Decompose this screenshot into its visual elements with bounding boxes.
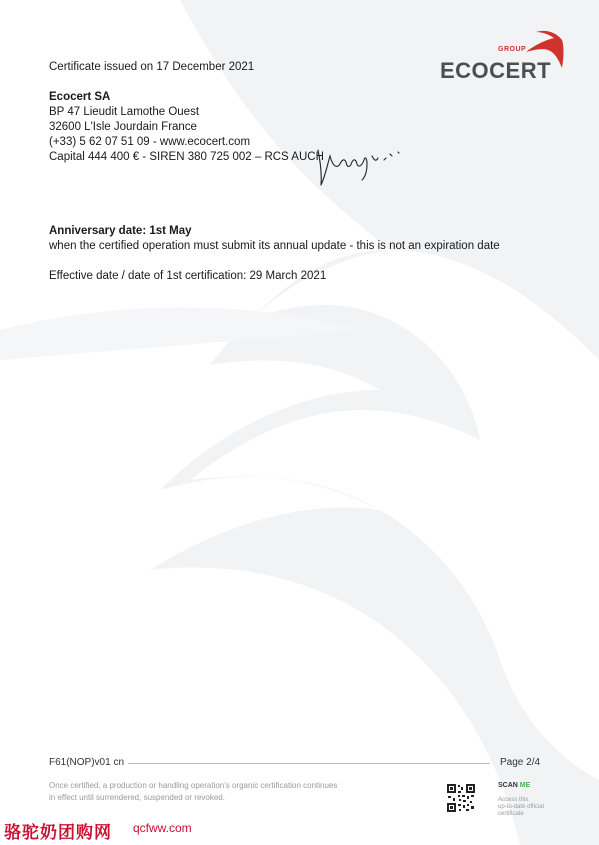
issued-date: Certificate issued on 17 December 2021 [49,61,255,73]
logo-name-text: ECOCERT [440,58,552,83]
scan-me-label [498,782,530,789]
ecocert-logo [440,30,565,82]
company-address-line2: 32600 L'Isle Jourdain France [49,121,197,133]
site-watermark [0,813,220,845]
footer-note-line2: in effect until surrendered, suspended or revoked. [49,793,225,802]
scan-note-line3: certificate [498,811,524,817]
effective-date: Effective date / date of 1st certification: 29 March 2021 [49,270,327,282]
company-contact: (+33) 5 62 07 51 09 - www.ecocert.com [49,136,251,148]
form-code: F61(NOP)v01 cn [49,757,125,768]
scan-note-line1: Access this [498,797,529,803]
footer-note-line1: Once certified, a production or handling operation's organic certification continues [49,781,338,790]
swallow-shape [150,0,599,845]
swallow-logo-icon [524,30,566,70]
logo-group-text: GROUP [498,46,527,53]
footer-divider [128,763,490,764]
scan-note [498,797,558,818]
signature-graphic [312,140,402,190]
company-name: Ecocert SA [49,91,111,103]
footer-note [49,780,369,804]
page-number: Page 2/4 [500,757,541,768]
qr-code-icon[interactable] [446,783,476,813]
anniversary-note: when the certified operation must submit its annual update - this is not an expiration date [49,240,500,252]
scan-me-text: ME [519,782,531,789]
scan-text: SCAN [498,782,518,789]
watermark-cn-text: 骆驼奶团购网 [4,823,112,842]
anniversary-title: Anniversary date: 1st May [49,225,192,237]
company-address-line1: BP 47 Lieudit Lamothe Ouest [49,106,200,118]
company-capital: Capital 444 400 € - SIREN 380 725 002 – RCS AUCH [49,151,324,163]
scan-note-line2: up-to-date official [498,804,544,810]
watermark-url: qcfww.com [133,821,192,835]
